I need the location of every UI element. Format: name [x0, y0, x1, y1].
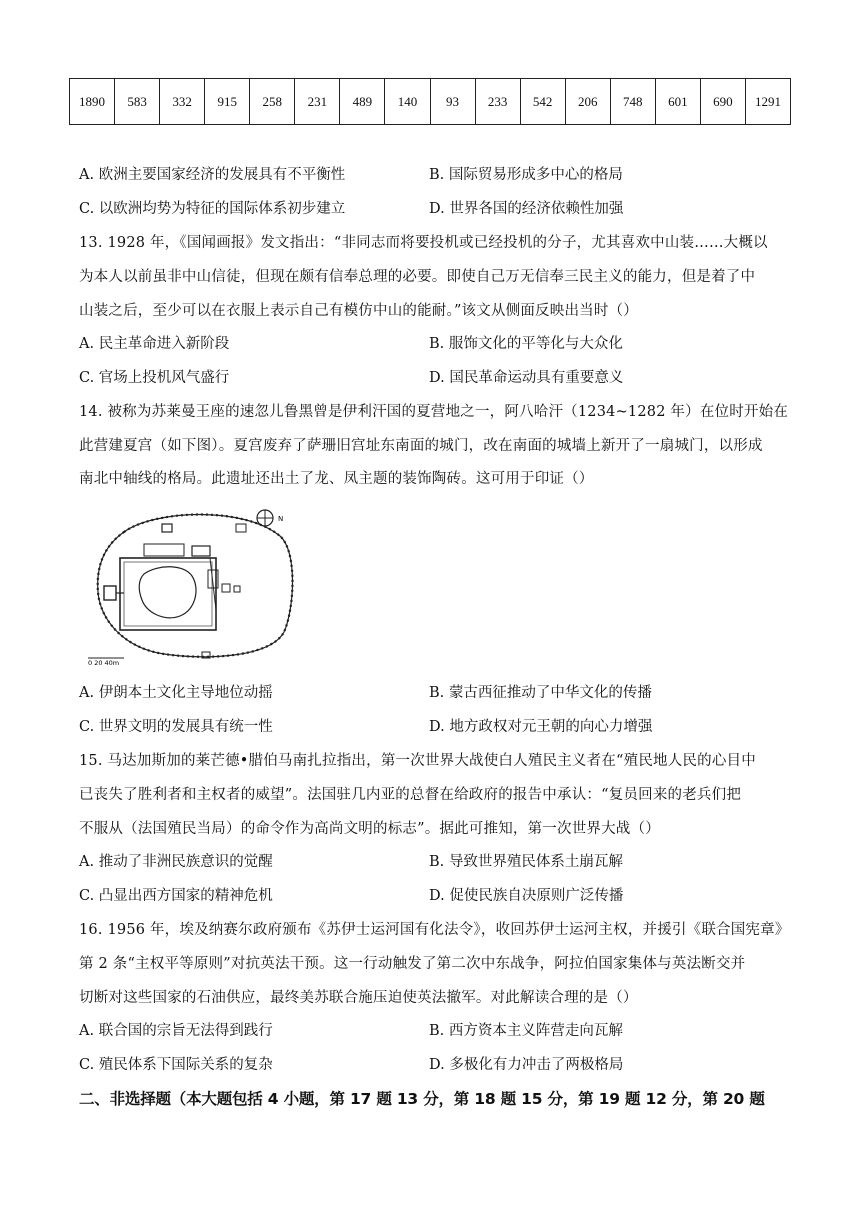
q13-option-c: C. 官场上投机风气盛行 [79, 370, 230, 386]
q14-option-d: D. 地方政权对元王朝的向心力增强 [429, 719, 653, 735]
q16-option-d: D. 多极化有力冲击了两极格局 [429, 1057, 624, 1073]
q13-option-b: B. 服饰文化的平等化与大众化 [429, 336, 623, 352]
q15-option-c: C. 凸显出西方国家的精神危机 [79, 888, 273, 904]
table-cell: 231 [295, 79, 340, 125]
q12-option-a: A. 欧洲主要国家经济的发展具有不平衡性 [79, 167, 346, 183]
q14-stem-line: 14. 被称为苏莱曼王座的速忽儿鲁黑曾是伊利汗国的夏营地之一，阿八哈汗（1234~1282 年）在位时开始在 [79, 404, 789, 420]
table-cell: 206 [565, 79, 610, 125]
q16-option-a: A. 联合国的宗旨无法得到践行 [79, 1023, 273, 1039]
q13-stem-line: 山装之后，至少可以在衣服上表示自己有模仿中山的能耐。”该文从侧面反映出当时（） [79, 303, 638, 319]
q13-stem-line: 为本人以前虽非中山信徒，但现在颇有信奉总理的必要。即使自己万无信奉三民主义的能力，但是着了中 [79, 269, 756, 285]
q15-stem-line: 已丧失了胜利者和主权者的威望”。法国驻几内亚的总督在给政府的报告中承认：“复员回来的老兵们把 [79, 787, 742, 803]
q16-option-b: B. 西方资本主义阵营走向瓦解 [429, 1023, 623, 1039]
q13-option-a: A. 民主革命进入新阶段 [79, 336, 230, 352]
q13-stem-line: 13. 1928 年，《国闻画报》发文指出：“非同志而将要投机或已经投机的分子，尤其喜欢中山装……大概以 [79, 235, 768, 251]
q13-option-d: D. 国民革命运动具有重要意义 [429, 370, 624, 386]
q14-stem-line: 南北中轴线的格局。此遗址还出土了龙、凤主题的装饰陶砖。这可用于印证（） [79, 471, 594, 487]
table-cell: 601 [655, 79, 700, 125]
q12-option-b: B. 国际贸易形成多中心的格局 [429, 167, 623, 183]
table-cell: 93 [430, 79, 475, 125]
table-cell: 1890 [70, 79, 115, 125]
q15-option-b: B. 导致世界殖民体系土崩瓦解 [429, 854, 623, 870]
table-cell: 915 [205, 79, 250, 125]
data-table [69, 78, 791, 125]
q15-stem-line: 15. 马达加斯加的莱芒德•腊伯马南扎拉指出，第一次世界大战使白人殖民主义者在“殖民地人民的心目中 [79, 753, 756, 769]
q15-option-a: A. 推动了非洲民族意识的觉醒 [79, 854, 273, 870]
q15-option-d: D. 促使民族自决原则广泛传播 [429, 888, 624, 904]
q14-stem-line: 此营建夏宫（如下图）。夏宫废弃了萨珊旧宫址东南面的城门，改在南面的城墙上新开了一扇城门，以形成 [79, 438, 763, 454]
q12-option-d: D. 世界各国的经济依赖性加强 [429, 201, 624, 217]
table-cell: 140 [385, 79, 430, 125]
q16-stem-line: 切断对这些国家的石油供应，最终美苏联合施压迫使英法撤军。对此解读合理的是（） [79, 990, 638, 1006]
table-cell: 489 [340, 79, 385, 125]
table-cell: 690 [700, 79, 745, 125]
table-cell: 233 [475, 79, 520, 125]
q16-stem-line: 16. 1956 年，埃及纳赛尔政府颁布《苏伊士运河国有化法令》，收回苏伊士运河主权，并援引《联合国宪章》 [79, 922, 790, 938]
q14-option-c: C. 世界文明的发展具有统一性 [79, 719, 273, 735]
table-cell: 583 [115, 79, 160, 125]
table-cell: 332 [160, 79, 205, 125]
scale-label: 0 20 40m [88, 659, 120, 667]
table-row [70, 79, 791, 125]
north-label: N [278, 515, 284, 523]
table-cell: 258 [250, 79, 295, 125]
q14-option-b: B. 蒙古西征推动了中华文化的传播 [429, 685, 652, 701]
table-cell: 542 [520, 79, 565, 125]
q14-option-a: A. 伊朗本土文化主导地位动摇 [79, 685, 273, 701]
table-cell: 748 [610, 79, 655, 125]
q12-option-c: C. 以欧洲均势为特征的国际体系初步建立 [79, 201, 346, 217]
section-heading: 二、非选择题（本大题包括 4 小题，第 17 题 13 分，第 18 题 15 分，第 19 题 12 分，第 20 题 [79, 1090, 765, 1108]
q16-option-c: C. 殖民体系下国际关系的复杂 [79, 1057, 273, 1073]
table-cell: 1291 [745, 79, 790, 125]
palace-site-map [84, 500, 304, 670]
q15-stem-line: 不服从（法国殖民当局）的命令作为高尚文明的标志”。据此可推知，第一次世界大战（） [79, 821, 660, 837]
q16-stem-line: 第 2 条“主权平等原则”对抗英法干预。这一行动触发了第二次中东战争，阿拉伯国家集体与英法断交并 [79, 956, 746, 972]
